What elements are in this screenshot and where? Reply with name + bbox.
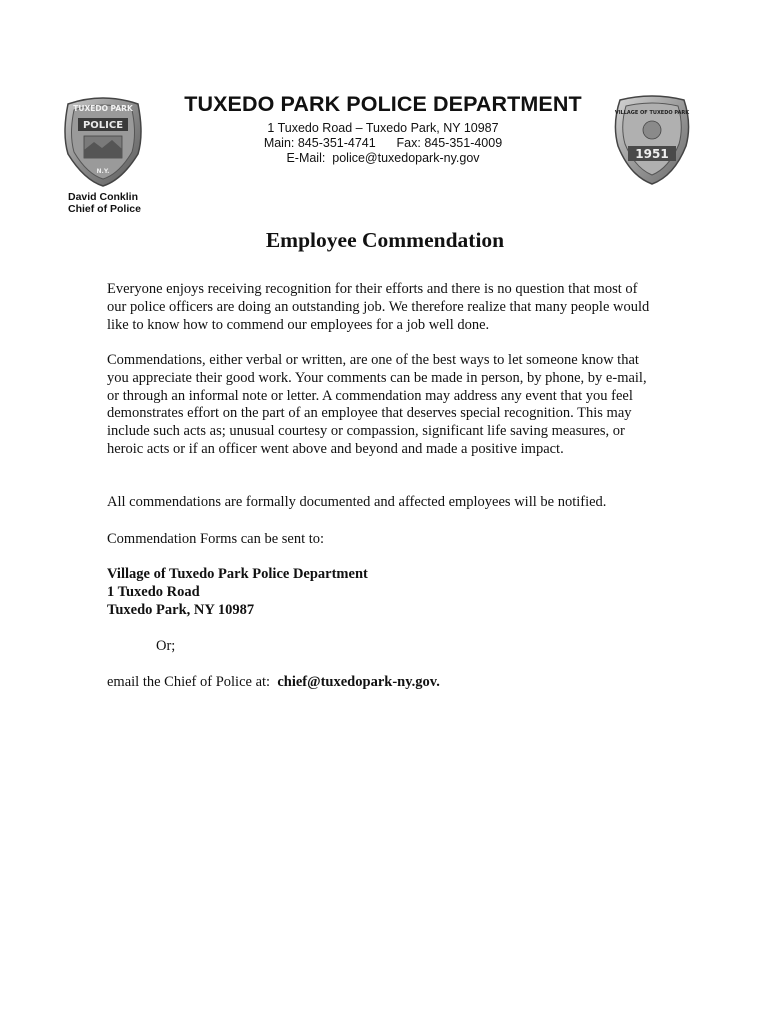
paragraph-commendations: Commendations, either verbal or written, are one of the best ways to let someone know that you appreciate their good work. Your comments can be made in person, by phone, by e-mail, or through an informal note or letter. A commendation may address any event that you feel demonstrates effort on the part of an employee that deserves special recognition. This may include such acts as; unusual courtesy or compassion, significant life saving measures, or heroic acts or if an officer went above and beyond and made a positive impact. — [107, 352, 647, 457]
department-title: TUXEDO PARK POLICE DEPARTMENT — [184, 92, 582, 116]
chief-name: David Conklin — [68, 191, 139, 203]
badge-left-bottom-text: N.Y. — [96, 168, 110, 175]
mailing-address-line: 1 Tuxedo Road — [107, 584, 200, 600]
department-phone-fax: Main: 845-351-4741 Fax: 845-351-4009 — [263, 136, 503, 150]
badge-left-middle-text: POLICE — [82, 120, 124, 131]
chief-email-line — [107, 674, 440, 692]
document-title: Employee Commendation — [265, 228, 505, 252]
department-email: E-Mail: police@tuxedopark-ny.gov — [286, 151, 480, 165]
badge-left-top-text: TUXEDO PARK — [73, 104, 133, 113]
paragraph-forms-sent-to: Commendation Forms can be sent to: — [107, 531, 325, 547]
or-text: Or; — [156, 638, 176, 654]
department-address: 1 Tuxedo Road – Tuxedo Park, NY 10987 — [267, 121, 499, 135]
police-badge-left-logo — [62, 94, 144, 188]
mailing-address-line: Village of Tuxedo Park Police Department — [107, 566, 368, 582]
mailing-address-line: Tuxedo Park, NY 10987 — [107, 602, 255, 618]
chief-email-address: chief@tuxedopark-ny.gov. — [277, 674, 440, 690]
police-badge-right-logo — [612, 94, 692, 186]
badge-right-year-text: 1951 — [635, 147, 669, 161]
chief-email-prefix: email the Chief of Police at: — [107, 674, 278, 690]
chief-title: Chief of Police — [68, 203, 141, 215]
badge-right-top-text: VILLAGE OF TUXEDO PARK — [614, 110, 690, 116]
paragraph-documented: All commendations are formally documented and affected employees will be notified. — [107, 494, 607, 510]
paragraph-recognition: Everyone enjoys receiving recognition for their efforts and there is no question that most of our police officers are doing an outstanding job. We therefore realize that many people would like to know how to commend our employees for a job well done. — [107, 281, 650, 333]
